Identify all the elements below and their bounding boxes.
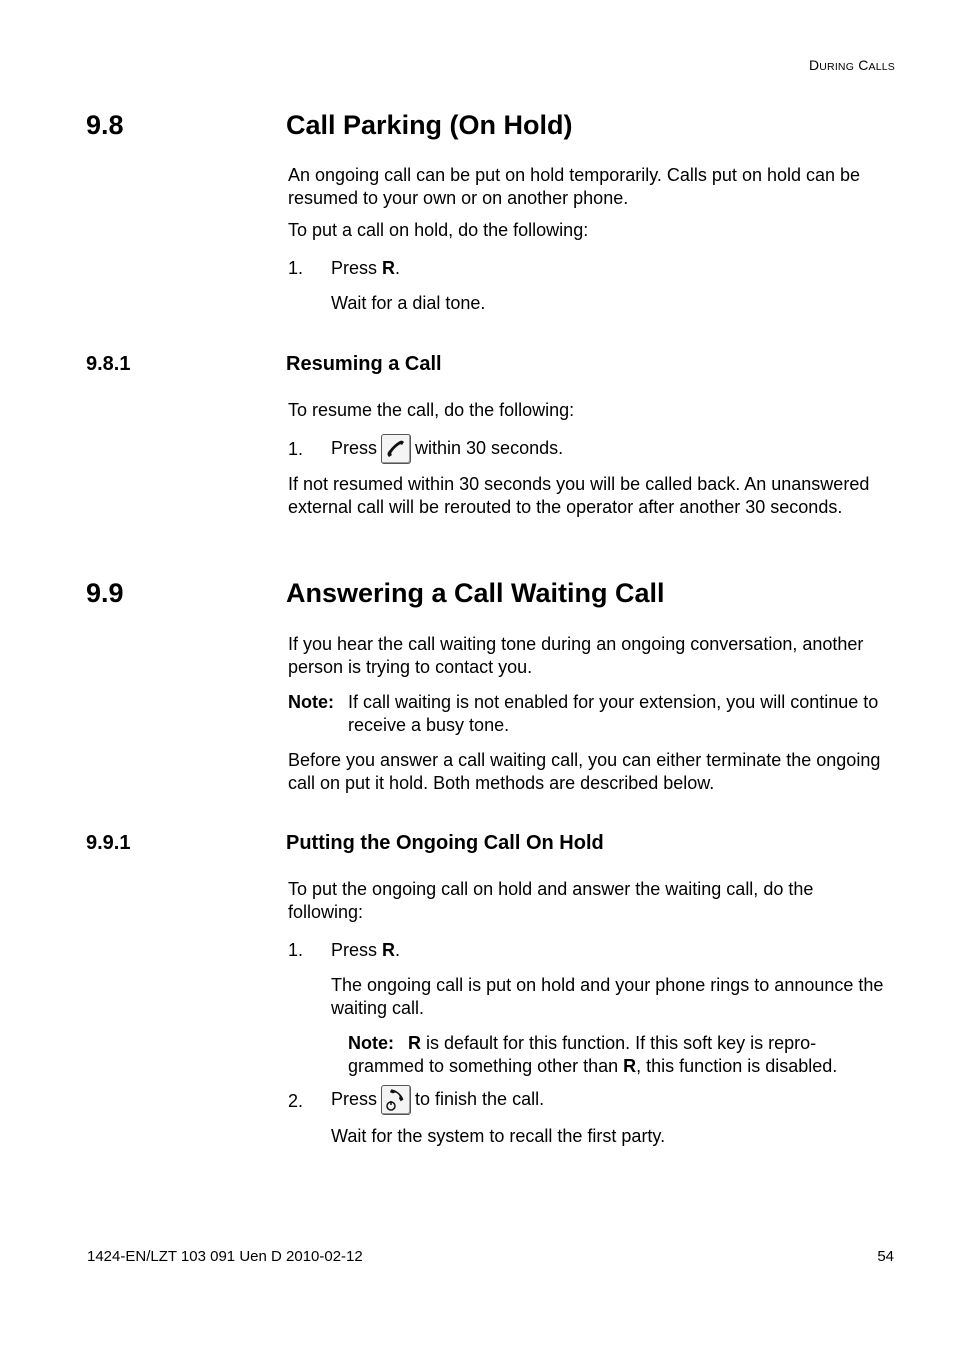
step-text: Press R.	[331, 940, 401, 960]
running-header: DURING CALLS	[808, 57, 895, 73]
handset-off-hook-icon	[381, 434, 411, 464]
note-text: R is default for this function. If this soft key is repro-grammed to something other than R, this function is disabled.	[348, 1033, 838, 1076]
section-number: 9.9	[86, 578, 124, 608]
key-label: R	[382, 258, 396, 278]
step-number: 1.	[288, 940, 304, 960]
paragraph: Before you answer a call waiting call, you can either terminate the ongoing call on put it hold. Both methods are described below.	[288, 750, 881, 793]
step-substep: Wait for a dial tone.	[331, 293, 486, 313]
key-label: R	[623, 1056, 637, 1076]
paragraph: If you hear the call waiting tone during an ongoing conversation, another person is trying to contact you.	[288, 634, 864, 677]
step-number: 1.	[288, 258, 304, 278]
paragraph: To resume the call, do the following:	[288, 400, 575, 420]
subsection-number: 9.9.1	[86, 832, 131, 854]
key-label: R	[382, 940, 396, 960]
note-text: If call waiting is not enabled for your extension, you will continue to receive a busy tone.	[348, 692, 879, 735]
note-label: Note:	[348, 1033, 394, 1053]
paragraph: To put a call on hold, do the following:	[288, 220, 589, 240]
section-title: Call Parking (On Hold)	[286, 110, 573, 140]
step-substep: The ongoing call is put on hold and your phone rings to announce the waiting call.	[331, 975, 884, 1018]
section-number: 9.8	[86, 110, 124, 140]
footer-document-id: 1424-EN/LZT 103 091 Uen D 2010-02-12	[87, 1248, 363, 1265]
key-label: R	[408, 1033, 421, 1053]
section-title: Answering a Call Waiting Call	[286, 578, 665, 608]
step-text: Press R.	[331, 258, 401, 278]
subsection-title: Putting the Ongoing Call On Hold	[286, 832, 604, 854]
subsection-number: 9.8.1	[86, 353, 131, 375]
step-text: Press within 30 seconds.	[331, 434, 563, 464]
step-number: 2.	[288, 1091, 304, 1111]
step-number: 1.	[288, 439, 304, 459]
page-number: 54	[877, 1248, 894, 1265]
paragraph: If not resumed within 30 seconds you will be called back. An unanswered external call will be rerouted to the operator after another 30 seconds.	[288, 474, 870, 517]
step-text: Press to finish the call.	[331, 1085, 544, 1115]
step-substep: Wait for the system to recall the first party.	[331, 1126, 666, 1146]
subsection-title: Resuming a Call	[286, 353, 442, 375]
paragraph: To put the ongoing call on hold and answer the waiting call, do the following:	[288, 879, 814, 922]
note-label: Note:	[288, 692, 334, 712]
paragraph: An ongoing call can be put on hold temporarily. Calls put on hold can be resumed to your own or on another phone.	[288, 165, 861, 208]
handset-on-hook-icon	[381, 1085, 411, 1115]
